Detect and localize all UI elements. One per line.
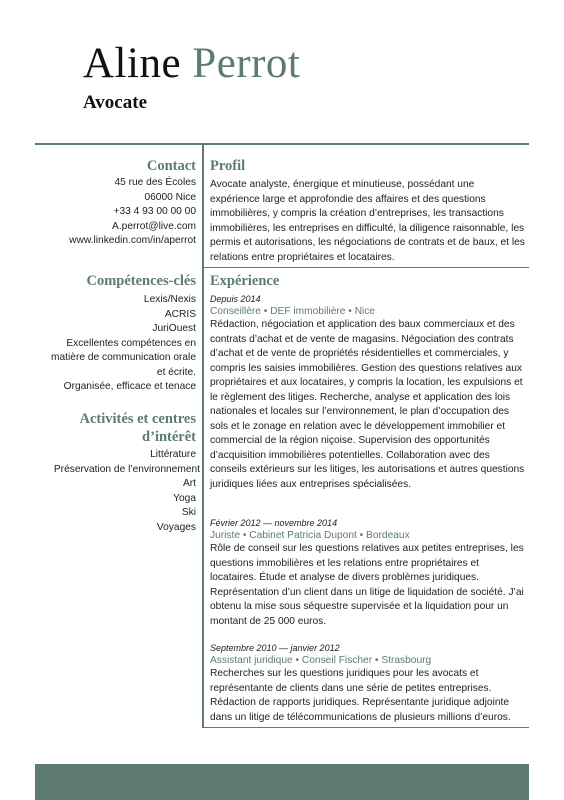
skill-item: Excellentes compétences en matière de communication orale et écrite. (51, 337, 196, 378)
column-divider (202, 145, 204, 727)
job-description: Rôle de conseil sur les questions relatives aux petites entreprises, les questions immobilières et les relations entre propriétaires et locataires. Étude et analyse de divers problèmes juridiques. Représentation d’un client dans un litige de liquidation de société. J’ai obtenu la mise sous séquestre supervisée et la liquidation pour un montant de 25 000 euros. (210, 543, 524, 627)
contact-address: 45 rue des Écoles (114, 177, 196, 188)
experience-section (210, 272, 526, 290)
job-entry (210, 293, 526, 492)
skills-heading: Compétences-clés (86, 273, 196, 289)
activity-item: Art (182, 478, 196, 489)
job-description: Recherches sur les questions juridiques pour les avocats et représentante de clients dans une série de petites entreprises. Rédaction de rapports juridiques. Représentante juridique adjointe dans un litige de télécommunications de plusieurs millions d’euros. (210, 668, 511, 723)
activity-item: Préservation de l’environnement (53, 463, 200, 475)
activity-item: Yoga (173, 492, 196, 504)
contact-linkedin[interactable]: www.linkedin.com/in/aperrot (69, 235, 196, 246)
first-name: Aline (83, 40, 182, 87)
experience-heading: Expérience (210, 273, 280, 289)
job-entry (210, 642, 526, 725)
skill-item: ACRIS (164, 308, 196, 320)
skill-item: JuriOuest (152, 323, 196, 334)
profile-heading: Profil (210, 158, 246, 174)
experience-divider (202, 727, 529, 728)
job-role: Conseillère • DEF immobilière • Nice (210, 306, 376, 317)
profile-divider (202, 267, 529, 268)
job-role: Juriste • Cabinet Patricia Dupont • Bordeaux (210, 530, 410, 541)
profile-section (210, 157, 526, 265)
skills-section (36, 272, 196, 395)
activity-item: Littérature (150, 449, 196, 460)
job-date: Septembre 2010 — janvier 2012 (210, 643, 340, 653)
activity-item: Voyages (156, 521, 196, 533)
activities-section (36, 410, 200, 535)
job-entry (210, 517, 526, 629)
job-date: Février 2012 — novembre 2014 (210, 518, 338, 528)
footer-bar (35, 764, 529, 800)
contact-phone[interactable]: +33 4 93 00 00 00 (113, 206, 196, 217)
contact-city: 06000 Nice (144, 191, 196, 203)
last-name: Perrot (192, 40, 301, 87)
activity-item: Ski (181, 507, 196, 518)
job-date: Depuis 2014 (210, 294, 261, 304)
activities-heading: Activités et centres d’intérêt (79, 411, 196, 445)
job-role: Assistant juridique • Conseil Fischer • Strasbourg (210, 655, 432, 666)
skill-item: Lexis/Nexis (143, 294, 196, 305)
skill-item: Organisée, efficace et tenace (63, 381, 196, 392)
job-description: Rédaction, négociation et application des baux commerciaux et des contrats d’achat et de vente de magasins. Négociation des contrats d’achat et de vente de propriétés résidentielles et commerciales, y compris les saisies immobilières. Gestion des questions relatives aux propriétaires et aux locataires, y compris la location, les expulsions et le règlement des litiges. Recherche, analyse et application des lois nationales et locales sur l’environnement, le plan d’occupation des sols et le zonage en relation avec le développement immobilier et commercial de la région niçoise. Supervision des opportunités d’acquisition immobilières potentielles. Collaboration avec des conseils extérieurs sur les litiges, les autorisations et autres questions juridiques liées aux entreprises spécialisées. (210, 319, 525, 490)
header-divider (35, 143, 529, 145)
candidate-name (83, 40, 300, 88)
profile-text: Avocate analyste, énergique et minutieuse, possédant une expérience large et approfondie des affaires et des questions immobilières, y compris la création d’entreprises, les transactions immobilières, les entreprises en difficulté, la diligence raisonnable, les permis et autorisations, les négociations de contrats et de baux, et les relations entre propriétaires et locataires. (210, 179, 525, 263)
contact-section (36, 157, 196, 249)
job-title: Avocate (83, 92, 148, 113)
contact-heading: Contact (146, 158, 196, 174)
contact-email[interactable]: A.perrot@live.com (112, 220, 196, 232)
